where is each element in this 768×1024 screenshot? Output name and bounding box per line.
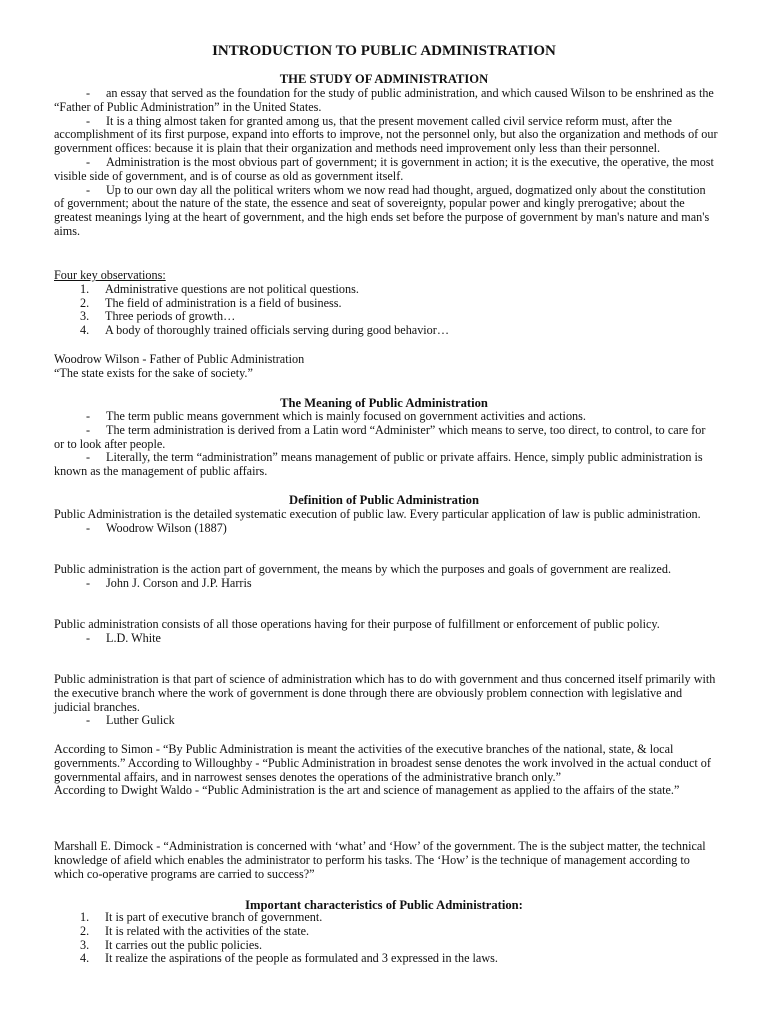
definition-text: Public administration is the action part of government, the means by which the purposes and goals of government are realized. — [54, 562, 671, 576]
meaning-section — [54, 410, 718, 479]
characteristics-heading: Important characteristics of Public Administration: — [245, 898, 523, 912]
simon-text: According to Simon - “By Public Administration is meant the activities of the executive branches of the national, state, & local governments.” According to Willoughby - “Public Administration in broadest sense denotes the work involved in the actual conduct of governmental affairs, and in narrowest senses denotes the operations of the administrative branch only.” — [54, 742, 711, 784]
study-paragraph: - Administration is the most obvious part of government; it is government in action; it is the executive, the operative, the most visible side of government, and is of course as old as government itself. — [54, 154, 714, 183]
dimock-definition — [54, 840, 718, 881]
definition-text: Public administration is that part of science of administration which has to do with government and thus concerned itself primarily with the executive branch where the work of government is done through there are obviously problem connection with legislative and judicial branches. — [54, 672, 716, 714]
observations-section — [54, 269, 718, 338]
meaning-paragraph: - The term administration is derived from a Latin word “Administer” which means to serve, too direct, to control, to care for or to look after people. — [54, 422, 706, 451]
meaning-paragraph: - Literally, the term “administration” means management of public or private affairs. Hence, simply public administration is known as the management of public affairs. — [54, 450, 703, 479]
list-item: 2. The field of administration is a field of business. — [80, 295, 342, 310]
waldo-text: According to Dwight Waldo - “Public Administration is the art and science of management as applied to the affairs of the state.” — [54, 783, 680, 798]
dash-marker: - — [86, 113, 91, 128]
definition-text: Public Administration is the detailed systematic execution of public law. Every particular application of law is public administration. — [54, 507, 701, 521]
definition-entry — [54, 618, 718, 646]
wilson-line: Woodrow Wilson - Father of Public Administration — [54, 352, 305, 366]
dash-marker: - — [86, 575, 91, 590]
dimock-text: Marshall E. Dimock - “Administration is concerned with ‘what’ and ‘How’ of the government. The is the subject matter, the technical knowledge of afield which enables the administrator to perform his tasks. The ‘How’ is the technique of management according to which co-operative programs are carried to success?” — [54, 839, 706, 881]
list-item: 4. It realize the aspirations of the people as formulated and 3 expressed in the laws. — [80, 951, 498, 966]
definition-entry — [54, 563, 718, 591]
study-paragraph: - Up to our own day all the political writers whom we now read had thought, argued, dogmatized only about the constitution of government; about the nature of the state, the essence and seat of sovereignty, popular power and kingly prerogative; about the greatest meanings lying at the heart of government, and the high ends set before the purpose of government by man's nature and man's aims. — [54, 182, 710, 238]
list-item: 4. A body of thoroughly trained officials serving during good behavior… — [80, 323, 450, 338]
wilson-quote: “The state exists for the sake of society.” — [54, 365, 253, 380]
list-item: 3. Three periods of growth… — [80, 309, 236, 324]
dash-marker: - — [86, 154, 91, 169]
dash-marker: - — [86, 450, 91, 465]
definition-heading: Definition of Public Administration — [289, 493, 479, 507]
list-item: 1. It is part of executive branch of government. — [80, 910, 323, 924]
meaning-paragraph: - The term public means government which is mainly focused on government activities and actions. — [86, 409, 586, 423]
characteristics-section — [54, 911, 718, 966]
characteristics-list — [54, 911, 718, 966]
document-title: INTRODUCTION TO PUBLIC ADMINISTRATION — [212, 43, 556, 59]
dash-marker: - — [86, 422, 91, 437]
dash-marker: - — [86, 409, 91, 423]
dash-marker: - — [86, 713, 91, 728]
definition-author: - John J. Corson and J.P. Harris — [86, 575, 252, 590]
meaning-heading: The Meaning of Public Administration — [280, 396, 488, 410]
definition-entry — [54, 673, 718, 728]
definition-entry — [54, 508, 718, 536]
study-paragraph: - It is a thing almost taken for granted among us, that the present movement called civil service reform must, after the accomplishment of its first purpose, expand into efforts to improve, not the personnel only, but also the organization and methods of our government offices: because it is plain that their organization and methods need improvement only less than their personnel. — [54, 113, 718, 156]
wilson-section — [54, 353, 718, 381]
definition-author: - Woodrow Wilson (1887) — [86, 520, 227, 535]
list-item: 1. Administrative questions are not political questions. — [80, 281, 359, 296]
observations-label: Four key observations: — [54, 268, 166, 282]
definition-text: Public administration consists of all those operations having for their purpose of fulfillment or enforcement of public policy. — [54, 617, 660, 631]
study-heading: THE STUDY OF ADMINISTRATION — [279, 72, 489, 86]
definition-author: - L.D. White — [86, 630, 161, 645]
study-paragraph: - an essay that served as the foundation for the study of public administration, and which caused Wilson to be enshrined as the “Father of Public Administration” in the United States. — [54, 86, 714, 114]
observations-list — [54, 283, 718, 338]
dash-marker: - — [86, 182, 91, 197]
simon-willoughby-definition — [54, 743, 718, 798]
dash-marker: - — [86, 630, 91, 645]
dash-marker: - — [86, 86, 91, 100]
list-item: 2. It is related with the activities of the state. — [80, 923, 310, 938]
dash-marker: - — [86, 520, 91, 535]
study-section — [54, 87, 718, 239]
list-item: 3. It carries out the public policies. — [80, 937, 263, 952]
definition-author: - Luther Gulick — [86, 713, 175, 728]
